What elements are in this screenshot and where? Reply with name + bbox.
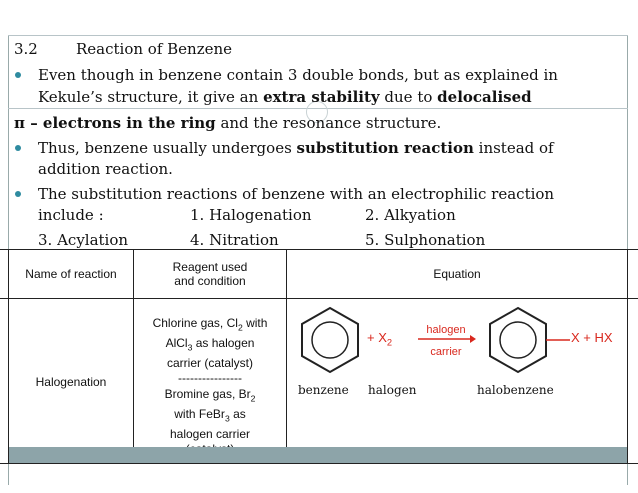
bullet-icon	[15, 145, 21, 151]
table-border-bottom	[0, 463, 638, 464]
reaction-type-item: 5. Sulphonation	[365, 231, 486, 249]
reaction-type-item: 1. Halogenation	[190, 206, 312, 224]
section-title: Reaction of Benzene	[76, 40, 233, 58]
label-halogen: halogen	[368, 383, 417, 397]
table-header-bottom	[0, 298, 638, 299]
bullet3-line1: The substitution reactions of benzene with an electrophilic reaction	[38, 185, 555, 203]
halobenzene-ring-icon	[480, 305, 572, 375]
bullet2-line1: Thus, benzene usually undergoes substitution reaction instead of	[38, 139, 554, 157]
arrow-condition-top: halogen	[426, 324, 466, 336]
section-number: 3.2	[14, 40, 38, 58]
benzene-ring-icon	[295, 305, 365, 375]
reaction-type-item: 3. Acylation	[38, 231, 129, 249]
bullet-icon	[15, 191, 21, 197]
header-reagent: Reagent used and condition	[172, 260, 248, 288]
header-equation: Equation	[433, 267, 481, 281]
arrow-condition-bottom: carrier	[430, 346, 462, 358]
bullet3-include: include :	[38, 206, 104, 224]
top-divider	[8, 35, 628, 36]
bullet2-line2: addition reaction.	[38, 160, 173, 178]
bullet1-line2: Kekule’s structure, it give an extra stability due to delocalised	[38, 88, 532, 106]
reaction-type-item: 2. Alkyation	[365, 206, 456, 224]
label-halobenzene: halobenzene	[477, 383, 554, 397]
bullet1-line1: Even though in benzene contain 3 double bonds, but as explained in	[38, 66, 558, 84]
table-right-border	[627, 249, 628, 463]
plus-halogen: + $X_2$	[367, 330, 393, 348]
reaction-arrow-icon	[418, 334, 476, 344]
table-col-divider	[286, 249, 287, 463]
row-reaction-name: Halogenation	[35, 375, 107, 389]
header-name-of-reaction: Name of reaction	[25, 267, 117, 281]
footer-bar	[9, 447, 627, 464]
reaction-type-item: 4. Nitration	[190, 231, 279, 249]
table-left-border	[8, 249, 9, 463]
table-border-top	[0, 249, 638, 250]
continuation-line: π – electrons in the ring and the resonance structure.	[14, 114, 442, 132]
label-benzene: benzene	[298, 383, 349, 397]
bullet-icon	[15, 72, 21, 78]
reagent-condition-cell: Chlorine gas, $Cl_2$ with AlCl$_3$ as halogen carrier (catalyst) ---------------- Bromine gas, $Br_2$ with FeBr$_3$ as halogen carrier	[152, 316, 268, 441]
product-substituent: X + HX	[571, 330, 613, 345]
